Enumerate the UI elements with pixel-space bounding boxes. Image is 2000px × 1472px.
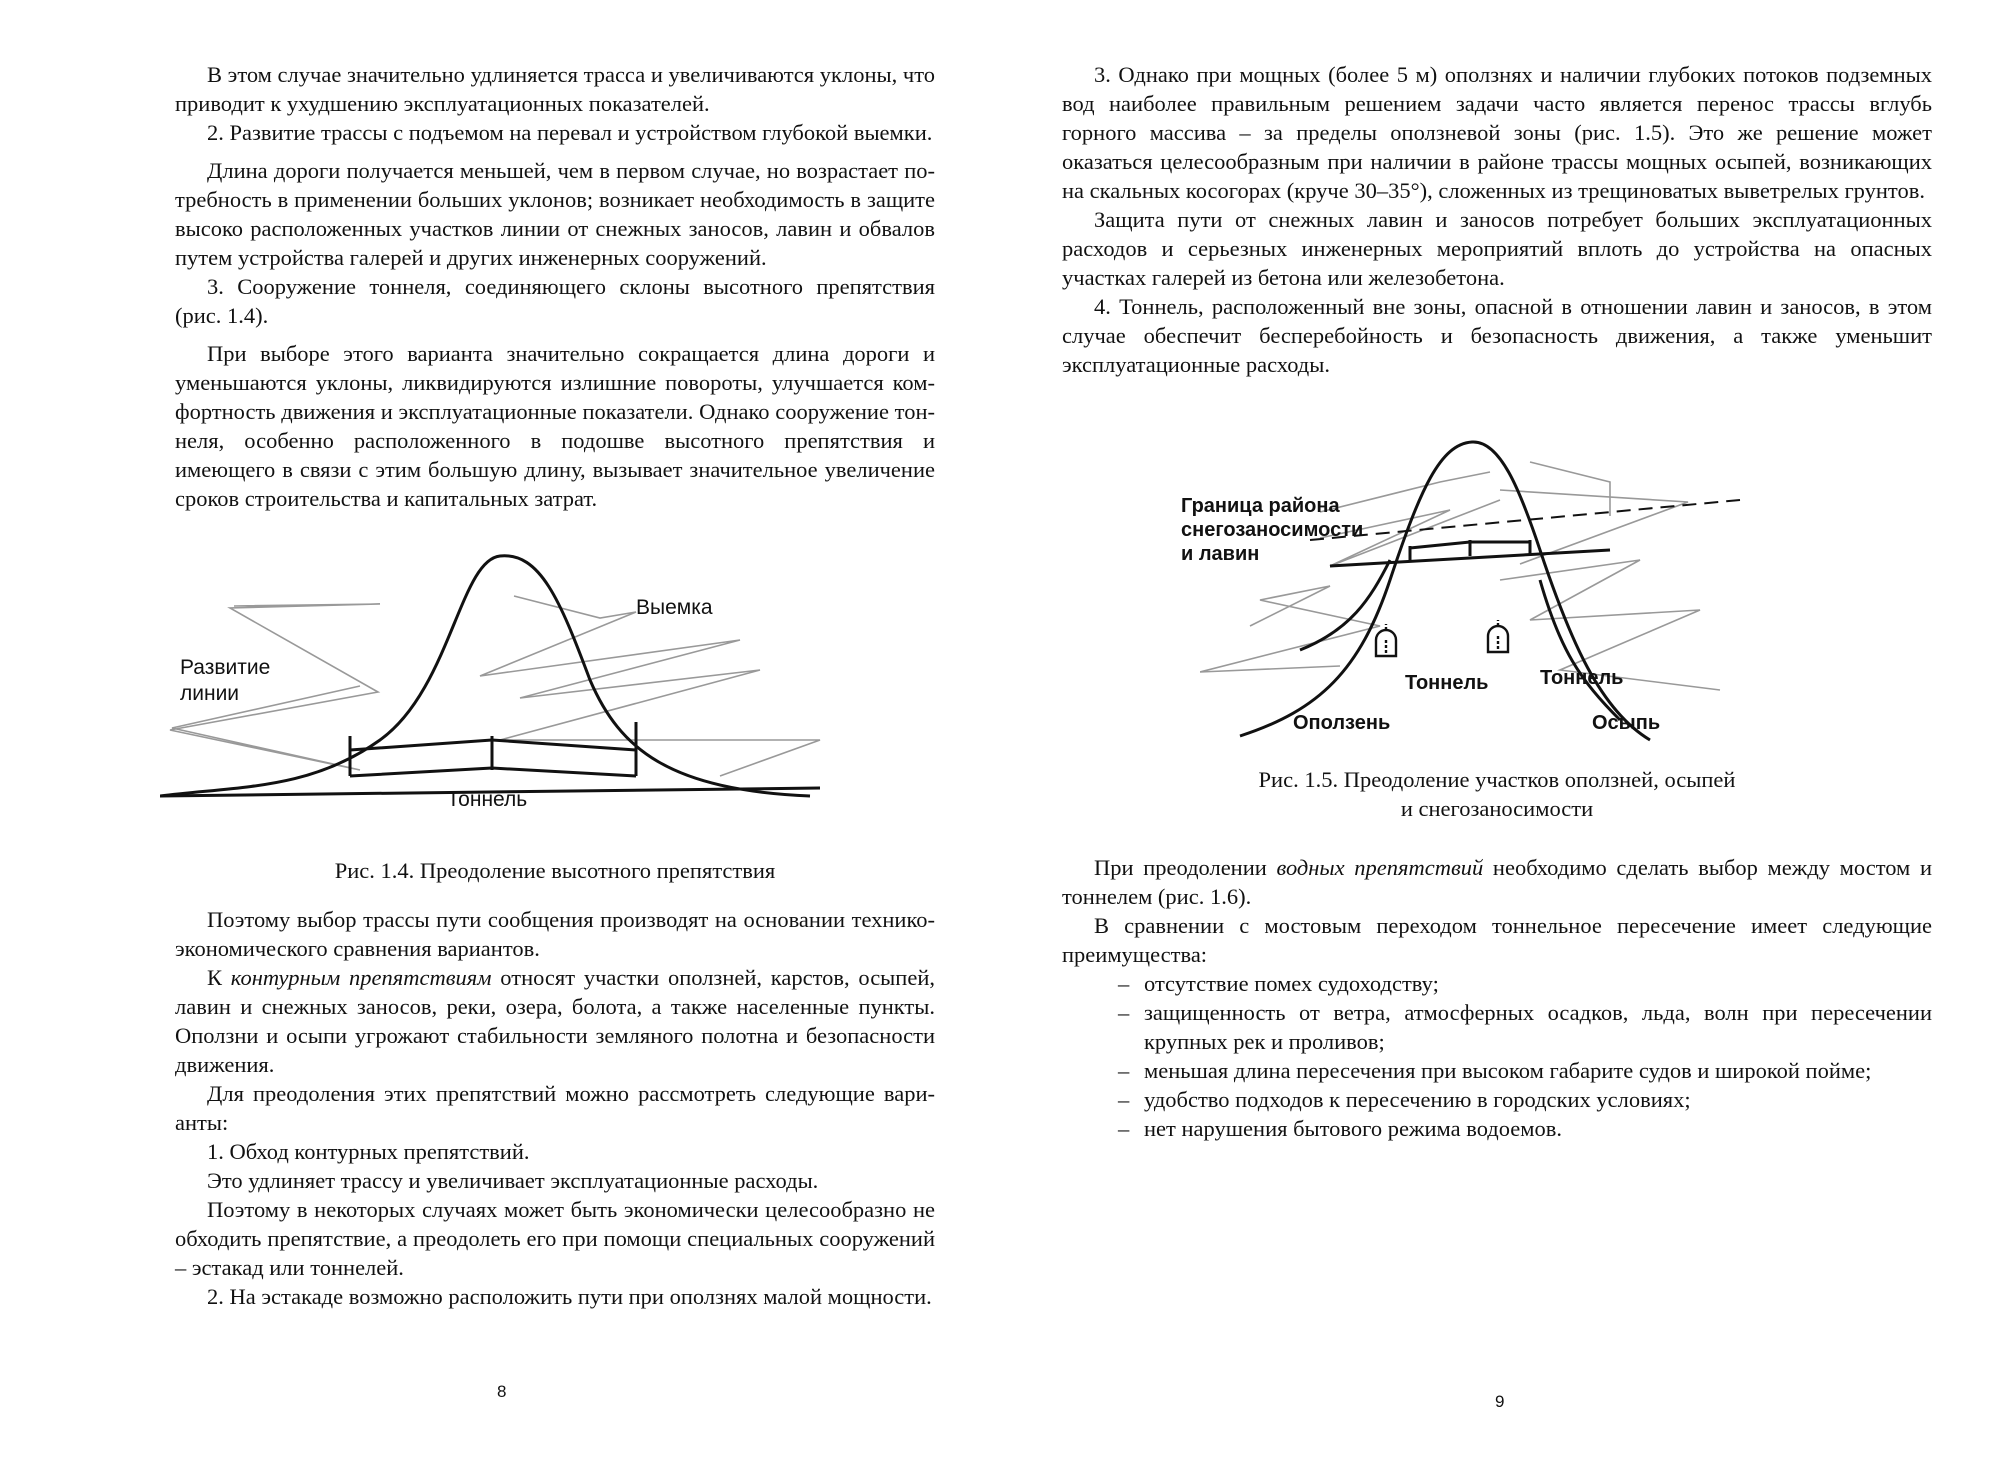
text-span: необходимо сделать выбор между мостом и тоннелем (рис. 1.6). — [1062, 855, 1932, 909]
text-span: относят участки оползней, карстов, осыпей, лавин и снежных заносов, реки, озера, болота, а также населенные пункты. Оползни и осыпи угрожают стабильности земляного полотна и безопасности движения. — [175, 965, 935, 1077]
left-text-bottom — [175, 905, 935, 1311]
paragraph: 4. Тоннель, расположенный вне зоны, опасной в отношении лавин и заносов, в этом случае обеспечит бесперебойность и безопасность движения, а также уменьшит эксплуатационные расходы. — [1062, 294, 1932, 377]
tunnel-portal-icons — [1376, 620, 1508, 656]
right-page — [1000, 0, 2000, 1472]
paragraph: В этом случае значительно удлиняется трасса и увеличиваются уклоны, что приводит к ухудшению эксплуатационных показателей. — [175, 62, 935, 116]
italic-term: контурным препятствиям — [230, 965, 492, 990]
paragraph: В сравнении с мостовым переходом тоннельное пересечение имеет следующие преимущества: — [1062, 913, 1932, 967]
paragraph: Защита пути от снежных лавин и заносов потребует больших эксплуатационных расходов и серьезных инженерных мероприятий вплоть до устройства на опасных участках галерей из бетона или железобетона. — [1062, 207, 1932, 290]
list-item: – нет нарушения бытового режима водоемов. — [1062, 1114, 1932, 1143]
page-number: 8 — [497, 1382, 507, 1401]
list-item: – защищенность от ветра, атмосферных осадков, льда, волн при пересечении крупных рек и проливов; — [1062, 998, 1932, 1056]
paragraph: Поэтому в некоторых случаях может быть экономически целесообразно не обходить препятствие, а преодолеть его при помощи специальных сооружений – эстакад или тоннелей. — [175, 1197, 935, 1280]
label-tunnel-right: Тоннель — [1540, 667, 1624, 689]
list-item: – отсутствие помех судоходству; — [1062, 969, 1932, 998]
left-text-top — [175, 60, 935, 513]
paragraph: 2. На эстакаде возможно расположить пути при оползнях малой мощности. — [207, 1284, 932, 1309]
figure-caption: Рис. 1.4. Преодоление высотного препятствия — [334, 858, 776, 883]
italic-term: водных препятствий — [1276, 855, 1484, 880]
figure-caption — [1062, 765, 1932, 823]
list-item: – удобство подходов к пересечению в городских условиях; — [1062, 1085, 1932, 1114]
paragraph: 2. Развитие трассы с подъемом на перевал и устройством глубокой выемки. — [207, 120, 933, 145]
label-landslide: Оползень — [1293, 712, 1391, 734]
paragraph: При выборе этого варианта значительно сокращается длина дороги и уменьшаются уклоны, ликвидируются излишние повороты, улучшается комфортность движения и эксплуатационные показатели. Однако сооружение тоннеля, особенно расположенного в подошве высотного препятствия и имеющего в связи с этим большую длину, вызывает значительное увеличение сроков строительства и капитальных затрат. — [175, 341, 935, 511]
right-text-bottom — [1062, 853, 1932, 1143]
label-scree: Осыпь — [1592, 712, 1661, 734]
paragraph: Это удлиняет трассу и увеличивает эксплуатационные расходы. — [207, 1168, 819, 1193]
label-tunnel-left: Тоннель — [1405, 672, 1489, 694]
label-development: Развитие линии — [180, 656, 271, 705]
text-span: При преодолении — [1094, 855, 1277, 880]
paragraph: Длина дороги получается меньшей, чем в первом случае, но возрастает потребность в применении больших уклонов; возникает необходимость в защите высоко расположенных участков линии от снежных заносов, лавин и обвалов путем устройства галерей и других инженерных сооружений. — [175, 158, 935, 270]
paragraph — [175, 963, 935, 1079]
label-tunnel: Тоннель — [447, 788, 528, 811]
paragraph: Для преодоления этих препятствий можно рассмотреть следующие варианты: — [175, 1081, 935, 1135]
label-snow-boundary: Граница района снегозаносимости и лавин — [1181, 495, 1364, 565]
list-item: – меньшая длина пересечения при высоком габарите судов и широкой пойме; — [1062, 1056, 1932, 1085]
text-span: К — [207, 965, 231, 990]
page-number: 9 — [1495, 1392, 1505, 1411]
caption-line: и снегозаносимости — [1400, 796, 1594, 821]
paragraph: 3. Сооружение тоннеля, соединяющего склоны высотного препятствия (рис. 1.4). — [175, 274, 935, 328]
caption-line: Рис. 1.5. Преодоление участков оползней, осыпей — [1258, 767, 1736, 792]
paragraph — [1062, 853, 1932, 911]
paragraph: 3. Однако при мощных (более 5 м) оползнях и наличии глубоких потоков подземных вод наиболее правильным решением задачи часто является перенос трассы вглубь горного массива – за пределы оползневой зоны (рис. 1.5). Это же решение может оказаться целесообразным при наличии в районе трассы мощных осыпей, возникающих на скальных косогорах (круче 30–35°), сложенных из трещиноватых выветрелых грунтов. — [1062, 62, 1932, 203]
label-cut: Выемка — [636, 596, 713, 619]
figure-1-5 — [1200, 430, 1760, 760]
paragraph: 1. Обход контурных препятствий. — [207, 1139, 530, 1164]
paragraph: Поэтому выбор трассы пути сообщения производят на основании техникоэкономического сравнения вариантов. — [175, 907, 935, 961]
right-text-top — [1062, 60, 1932, 379]
